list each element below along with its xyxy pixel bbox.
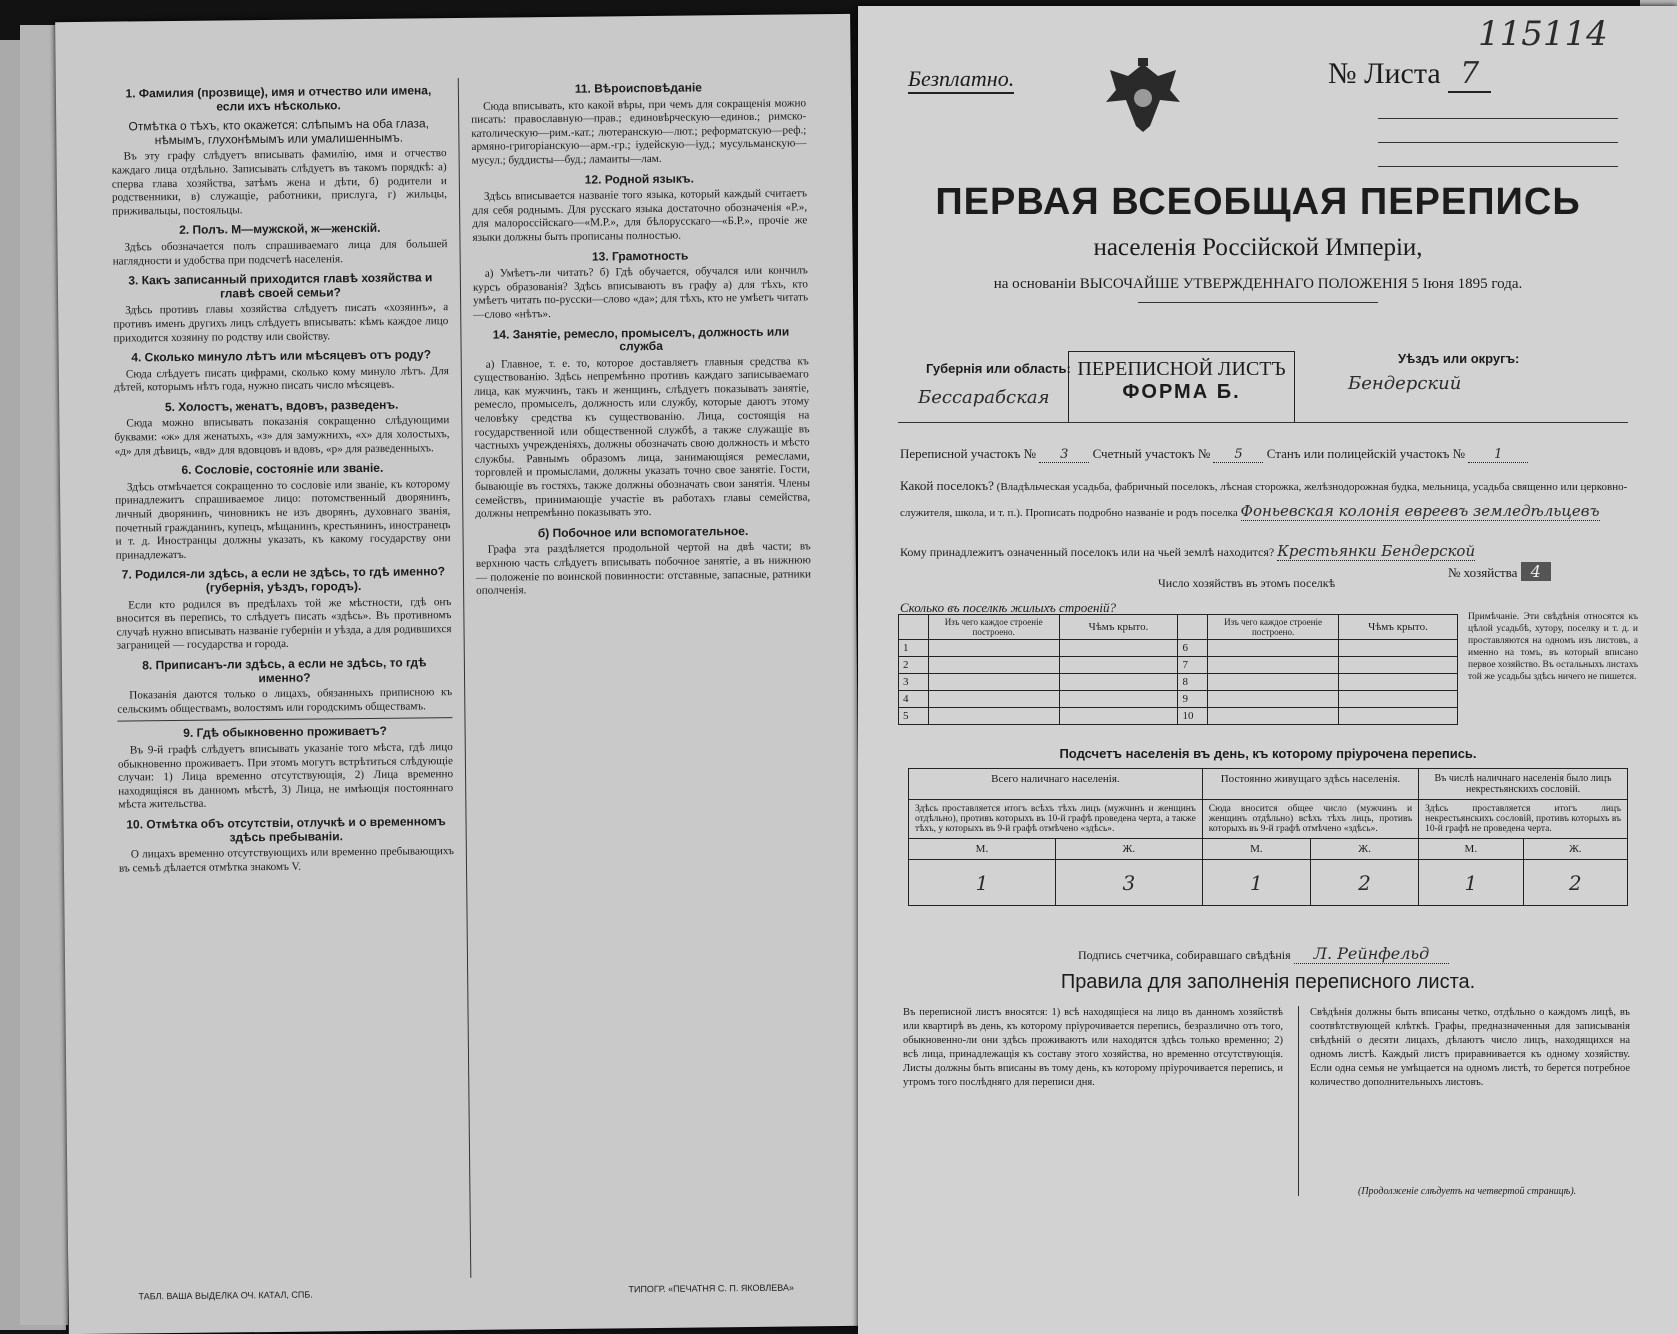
census-basis: на основаніи ВЫСОЧАЙШЕ УТВЕРЖДЕННАГО ПОЛОЖЕНІЯ 5 Іюня 1895 года. (993, 276, 1523, 292)
section-heading: 5. Холостъ, женатъ, вдовъ, разведенъ. (164, 397, 399, 414)
section-text: а) Главное, т. е. то, которое доставляетъ главныя средства къ существованію. Здѣсь непремѣнно противъ каждаго записываемаго лица, как мужчинъ, такъ и женщинъ, слѣдуетъ показывать занятіе, ремесло, промыселъ, должность или службу, которые даютъ этому человѣку средства къ существованію. Лица, состоящія на государственной или общественной службѣ, а также служащіе въ частныхъ учрежденіяхъ, должны обозначать свою должность и мѣсто службы. Равнымъ образомъ лица, занимающіяся ремеслами, торговлей и промыслами, должны указать точно свое занятіе. Гости, бывающіе въ гостяхъ, также должны обозначать свои занятія. Члены семействъ, принимающіе участіе въ работахъ главы семейства, должны непремѣнно показывать это. (473, 355, 811, 521)
section-heading: б) Побочное или вспомогательное. (537, 523, 749, 540)
section-subheading: Отмѣтка о тѣхъ, кто окажется: слѣпымъ на оба глаза, нѣмымъ, глухонѣмымъ или умалишеннымъ. (128, 116, 430, 147)
section-heading: 6. Сословіе, состояніе или званіе. (181, 461, 384, 478)
section-text: Въ 9-й графѣ слѣдуетъ вписывать указаніе того мѣста, гдѣ лицо обыкновенно проживаетъ. При этомъ могутъ встрѣтиться слѣдующіе случаи: 1) Лица временно отсутствующія, 2) Лица временно находящіяся въ данномъ мѣстѣ, 3) Лица, не имѣющія постояннаго мѣста жительства. (117, 741, 454, 811)
column-divider (458, 78, 472, 1278)
section-heading: 10. Отмѣтка объ отсутствіи, отлучкѣ и о временномъ здѣсь пребываніи. (126, 814, 446, 844)
buildings-table: Изъ чего каждое строеніе построено. Чѣмъ крыто. Изъ чего каждое строеніе построено. Чѣмъ крыто. 1 6 2 7 3 8 4 9 5 10 (898, 614, 1458, 725)
household-number: № хозяйства 4 (1448, 562, 1551, 581)
section-text: Сюда слѣдуетъ писать цифрами, сколько кому минуло лѣтъ. Для дѣтей, которымъ нѣтъ года, нужно писать число мѣсяцевъ. (113, 364, 449, 394)
section-heading: 11. Вѣроисповѣданіе (574, 80, 702, 96)
header-underline (898, 422, 1628, 423)
sheet-number: № Листа 7 (1328, 56, 1491, 91)
section-text: Если кто родился въ предѣлахъ той же мѣстности, гдѣ онъ вносится въ перепись, то слѣдуетъ писать «здѣсь». Въ противномъ случаѣ нужно вписывать названіе губерніи и уѣзда, а для родившихся заграницей — государства и города. (116, 595, 452, 652)
uezd-value: Бендерский (1348, 373, 1462, 394)
rules-continued: (Продолженіе слѣдуетъ на четвертой страницѣ). (1358, 1186, 1577, 1197)
section-text: Сюда вписывать, кто какой вѣры, при чемъ для сокращенія можно писать: православную—прав.; единовѣрческую—единов.; римско-католическую—рим.-кат.; лютеранскую—лют.; реформатскую—реф.; армяно-григоріанскую—арм.-гр.; іудейскую—іуд.; мусульманскую—мусул.; буддисты—буд.; ламаиты—лам. (471, 96, 807, 167)
section-heading: 3. Какъ записанный приходится главѣ хозяйства и главѣ своей семьи? (128, 270, 433, 301)
section-text: а) Умѣетъ-ли читать? б) Гдѣ обучается, обучался или кончилъ курсъ образованія? Здѣсь вписывають въ графу а) для тѣхъ, кто умѣетъ читать по-русски—слово «да»; для тѣхъ, кто не умѣетъ читать—слово «нѣтъ». (472, 264, 809, 321)
section-heading: 2. Полъ. М—мужской, ж—женскій. (179, 221, 381, 238)
section-text: Здѣсь отмѣчается сокращенно то сословіе или званіе, къ которому принадлежитъ спрашиваемое лицо: потомственный дворянинъ, личный дворянинъ, чиновникъ не изъ дворянъ, духовнаго званія, почетный гражданинъ, купецъ, мѣщанинъ, крестьянинъ, иностранецъ и т. д. Иностранцы должны указать, къ какому государству они принадлежатъ. (115, 477, 451, 562)
household-count: Число хозяйствъ въ этомъ поселкѣ (1158, 576, 1336, 590)
census-subtitle: населенія Россійской Имперіи, (1093, 234, 1423, 261)
count-value: 1 (909, 860, 1056, 906)
sheet-underline (1378, 118, 1618, 119)
buildings-title: Сколько въ поселкѣ жилыхъ строеній? (900, 600, 1117, 615)
rules-divider (1298, 1006, 1299, 1196)
right-page-census-form (858, 6, 1677, 1334)
form-title-box: ПЕРЕПИСНОЙ ЛИСТЪ ФОРМА Б. (1068, 351, 1295, 423)
guberniya-label: Губернія или область: (926, 361, 1071, 376)
count-value: 2 (1310, 860, 1418, 906)
section-text: Показанія даются только о лицахъ, обязанныхъ приписною къ сельскимъ обществамъ, волостямъ или городскимъ обществамъ. (117, 686, 453, 716)
owner-field: Кому принадлежитъ означенный поселокъ или на чьей землѣ находится? Крестьянки Бендерской (900, 542, 1476, 560)
section-text: Графа эта раздѣляется продольной чертой на двѣ части; въ верхнюю часть слѣдуетъ вписывать побочное занятіе, а въ нижнюю — положеніе по воинской повинности: отставные, запасные, ратники ополченія. (475, 540, 812, 598)
print-footer-right: ТИПОГР. «ПЕЧАТНЯ С. П. ЯКОВЛЕВА» (628, 1282, 795, 1295)
section-text: Въ эту графу слѣдуетъ вписывать фамилію, имя и отчество каждаго лица отдѣльно. Записывать слѣдуетъ въ такомъ порядкѣ: а) сперва глава хозяйства, затѣмъ жена и дѣти, б) родители и родственники, в) служащіе, работники, прислуга, г) жильцы, приживальцы, постояльцы. (111, 147, 448, 218)
section-text: Здѣсь противъ главы хозяйства слѣдуетъ писать «хозяинъ», а противъ именъ другихъ лицъ слѣдуетъ вписывать: кѣмъ каждое лицо приходится хозяину по родству или свойству. (113, 301, 449, 345)
rules-left: Въ переписной листъ вносятся: 1) всѣ находящіеся на лицо въ данномъ хозяйствѣ или квартирѣ въ день, къ которому пріурочивается перепись, безразлично отъ того, обыкновенно-ли они здѣсь проживаютъ или находятся здѣсь только временно; 2) всѣ лица, принадлежащія къ составу этого хозяйства, но временно отсутствующія. Листы должны быть вписаны въ тому день, къ которому пріурочивается перепись, и утромъ того послѣдняго для переписи дня. (903, 1007, 1283, 1088)
archive-number: 115114 (1478, 14, 1608, 54)
section-heading: 9. Гдѣ обыкновенно проживаетъ? (183, 724, 388, 741)
form-header-box (898, 351, 1628, 421)
free-label: Безплатно. (908, 66, 1014, 94)
buildings-note: Примѣчаніе. Эти свѣдѣнія относятся къ цѣлой усадьбѣ, хутору, поселку и т. д. и проставляются на одномъ изъ листовъ, а именно на томъ, въ который вписано первое хозяйство. Въ остальныхъ листахъ той же усадьбы здѣсь ничего не пишется. (1468, 612, 1638, 682)
left-page-instructions (55, 14, 864, 1334)
sheet-underline-3 (1378, 166, 1618, 167)
section-heading: 8. Приписанъ-ли здѣсь, а если не здѣсь, то гдѣ именно? (142, 655, 427, 685)
section-text: Здѣсь обозначается полъ спрашиваемаго лица для большей наглядности и удобства при подсчетѣ населенія. (112, 238, 448, 268)
section-text: Здѣсь вписывается названіе того языка, который каждый считаетъ для себя роднымъ. Для русскаго языка достаточно обозначенія «Р.», для малороссійскаго—«М.Р.», для бѣлорусскаго—«Б.Р.», прочіе же языки должны быть прописаны полностью. (472, 187, 808, 244)
district-line: Переписной участокъ № 3 Счетный участокъ № 5 Станъ или полицейскій участокъ № 1 (900, 446, 1630, 463)
count-title: Подсчетъ населенія въ день, къ которому пріурочена перепись. (1059, 746, 1477, 761)
section-heading: 12. Родной языкъ. (584, 171, 694, 187)
uezd-label: Уѣздъ или округъ: (1398, 351, 1520, 366)
left-column-1 (111, 78, 454, 880)
count-value: 1 (1202, 860, 1310, 906)
sheet-underline-2 (1378, 142, 1618, 143)
print-footer-left: ТАБЛ. ВАША ВЫДЕЛКА ОЧ. КАТАЛ, СПБ. (138, 1289, 313, 1302)
left-column-2 (471, 74, 811, 602)
section-text: Сюда можно вписывать показанія сокращенно слѣдующими буквами: «ж» для женатыхъ, «з» для замужнихъ, «х» для холостыхъ, «д» для дѣвицъ, «вд» для вдовцовъ и вдовъ, «р» для разведенныхъ. (114, 414, 450, 458)
enumerator-signature: Подпись счетчика, собиравшаго свѣдѣнія Л. Рейнфельд (1078, 944, 1449, 963)
count-value: 1 (1419, 860, 1523, 906)
section-heading: 1. Фамилия (прозвище), имя и отчество или имена, если ихъ нѣсколько. (125, 83, 432, 114)
section-heading: 4. Сколько минуло лѣтъ или мѣсяцевъ отъ роду? (131, 347, 432, 365)
section-heading: 7. Родился-ли здѣсь, а если не здѣсь, то гдѣ именно? (губернія, уѣздъ, городъ). (121, 564, 446, 595)
settlement-field: Какой поселокъ? (Владѣльческая усадьба, фабричный поселокъ, лѣсная сторожка, желѣзнодорожная будка, мельница, усадьба священно или церковно-служителя, школа, и т. п.). Прописать подробно названіе и родъ поселка Фоньевская колонія евреевъ земледѣльцевъ (900, 478, 1628, 520)
count-value: 3 (1055, 860, 1202, 906)
section-heading: 14. Занятіе, ремесло, промыселъ, должность или служба (492, 324, 790, 354)
section-heading: 13. Грамотность (591, 248, 689, 264)
census-title: ПЕРВАЯ ВСЕОБЩАЯ ПЕРЕПИСЬ (935, 181, 1581, 223)
basis-rule (1138, 302, 1378, 303)
section-text: О лицахъ временно отсутствующихъ или временно пребывающихъ въ семьѣ дѣлается отмѣтка знакомъ V. (118, 845, 454, 875)
rules-title: Правила для заполненія переписного листа. (1060, 971, 1476, 993)
population-count-table: Всего наличнаго населенія. Постоянно живущаго здѣсь населенія. Въ числѣ наличнаго населенія было лицъ некрестьянскихъ сословій. Здѣсь проставляется итогъ всѣхъ тѣхъ лицъ (мужчинъ и женщинъ отдѣльно), противъ которыхъ въ 10-й графѣ проведена черта, а также тѣхъ, у которыхъ въ 9-й графѣ отмѣчено «здѣсь». Сюда вносится общее число (мужчинъ и женщинъ отдѣльно) всѣхъ тѣхъ лицъ, противъ которыхъ въ 9-й графѣ отмѣчено «здѣсь». Здѣсь проставляется итогъ лицъ некрестьянскихъ сословій, противъ которыхъ въ 10-й графѣ не проведена черта. М. Ж. М. Ж. М. Ж. 1 3 1 2 1 2 (908, 768, 1628, 906)
guberniya-value: Бессарабская (918, 387, 1050, 408)
count-value: 2 (1523, 860, 1627, 906)
rules-right: Свѣдѣнія должны быть вписаны четко, отдѣльно о каждомъ лицѣ, въ соотвѣтствующей клѣткѣ. Графы, предназначенныя для записыванія свѣдѣній о десяти лицахъ, дѣлаютъ число лицъ, находящихся на одномъ листѣ. Каждый листъ приравнивается къ одному хозяйству. Если одна семья не умѣщается на одномъ листѣ, то берется потребное количество дополнительныхъ листовъ. (1310, 1007, 1630, 1088)
coat-of-arms-emblem (1098, 56, 1188, 136)
